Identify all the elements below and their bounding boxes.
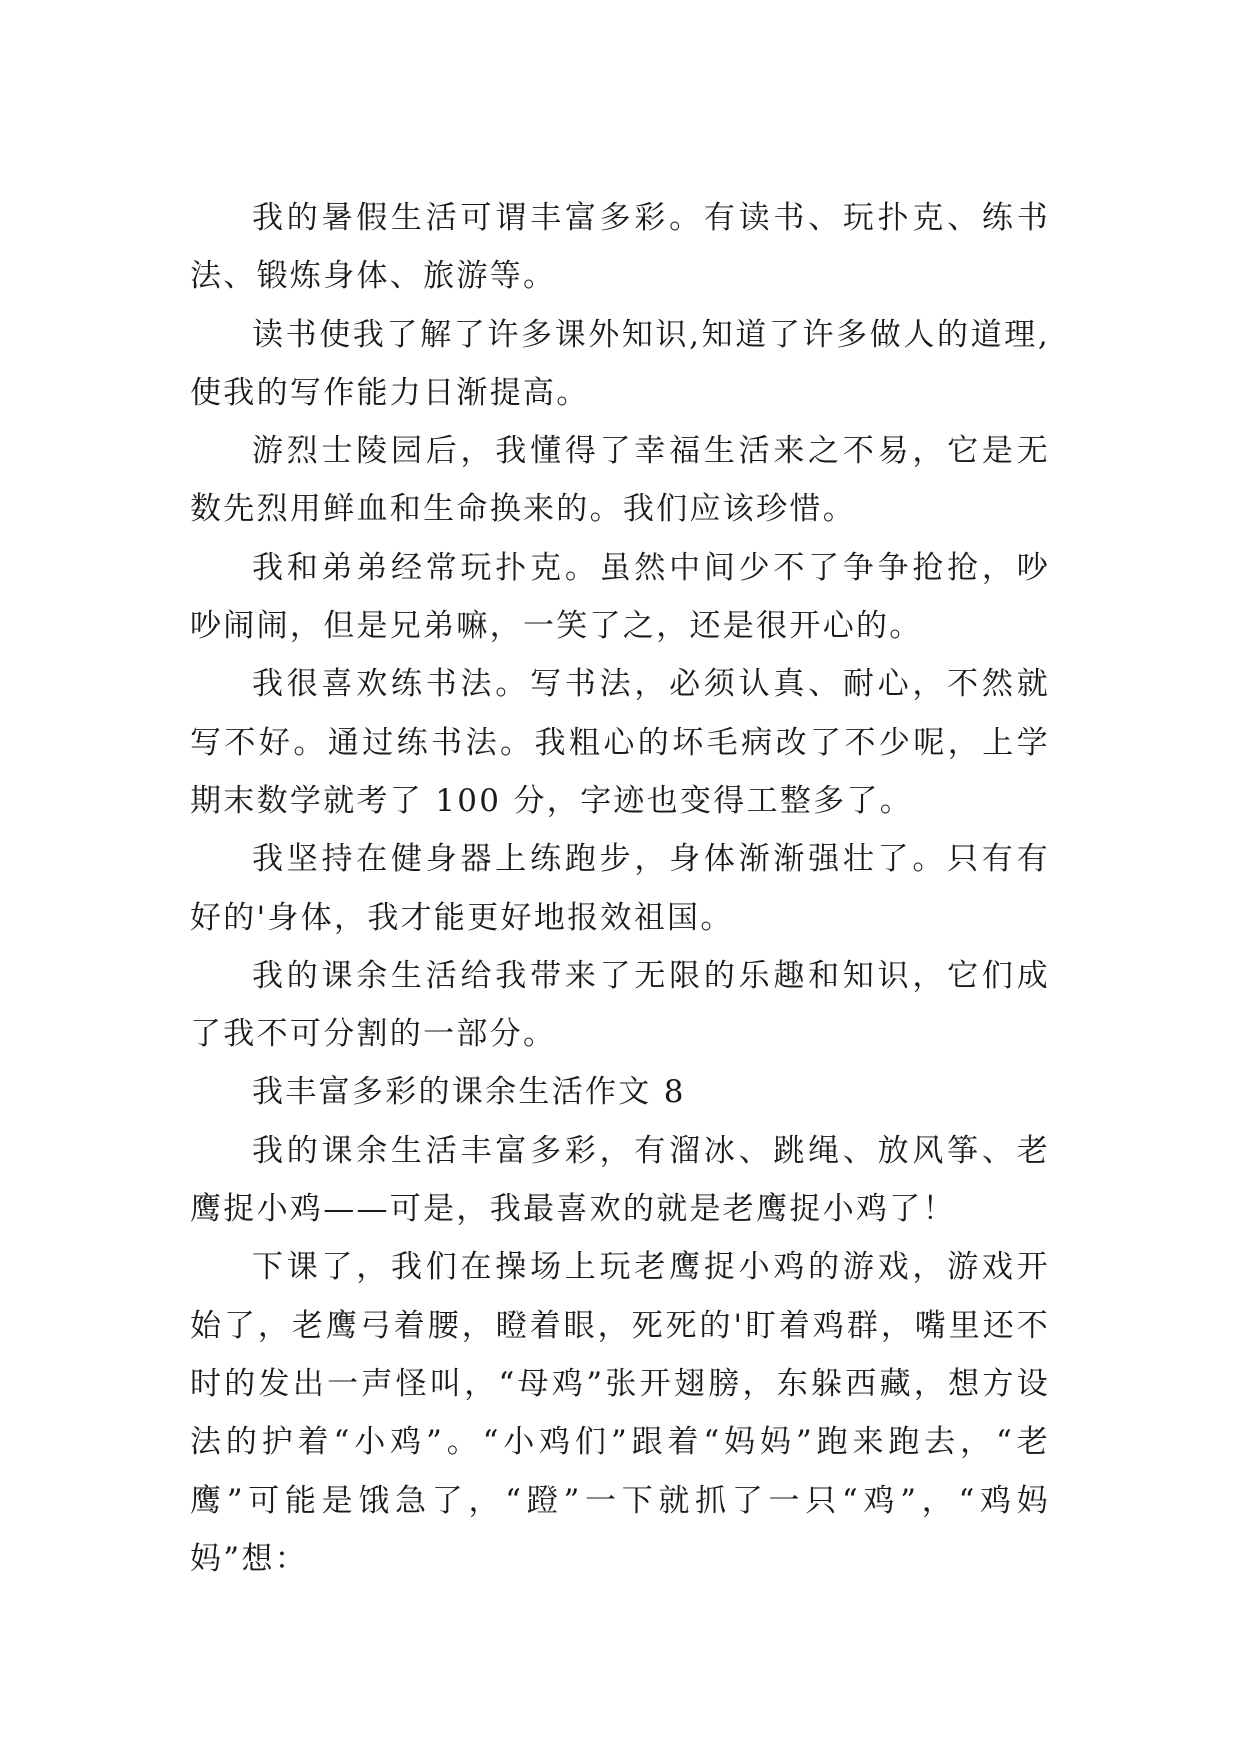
paragraph: 下课了，我们在操场上玩老鹰捉小鸡的游戏，游戏开始了，老鹰弓着腰，瞪着眼，死死的'盯着鸡群，嘴里还不时的发出一声怪叫，“母鸡”张开翅膀，东躲西藏，想方设法的护着“小鸡”。“小鸡们”跟着“妈妈”跑来跑去，“老鹰”可能是饿急了，“蹬”一下就抓了一只“鸡”，“鸡妈妈”想： bbox=[190, 1249, 1050, 1577]
paragraph: 我的课余生活给我带来了无限的乐趣和知识，它们成了我不可分割的一部分。 bbox=[190, 957, 1050, 1053]
paragraph: 我的暑假生活可谓丰富多彩。有读书、玩扑克、练书法、锻炼身体、旅游等。 bbox=[190, 200, 1050, 295]
paragraph: 我很喜欢练书法。写书法，必须认真、耐心，不然就写不好。通过练书法。我粗心的坏毛病改了不少呢，上学期末数学就考了 100 分，字迹也变得工整多了。 bbox=[190, 666, 1050, 819]
paragraph: 我坚持在健身器上练跑步，身体渐渐强壮了。只有有好的'身体，我才能更好地报效祖国。 bbox=[190, 841, 1050, 936]
essay-heading: 我丰富多彩的课余生活作文 8 bbox=[252, 1074, 686, 1111]
paragraph: 游烈士陵园后，我懂得了幸福生活来之不易，它是无数先烈用鲜血和生命换来的。我们应该珍惜。 bbox=[190, 433, 1050, 528]
paragraph: 读书使我了解了许多课外知识,知道了许多做人的道理,使我的写作能力日渐提高。 bbox=[190, 316, 1050, 411]
paragraph: 我的课余生活丰富多彩，有溜冰、跳绳、放风筝、老鹰捉小鸡——可是，我最喜欢的就是老鹰捉小鸡了！ bbox=[190, 1132, 1050, 1228]
document-page bbox=[190, 189, 1050, 1588]
paragraph: 我和弟弟经常玩扑克。虽然中间少不了争争抢抢，吵吵闹闹，但是兄弟嘛，一笑了之，还是很开心的。 bbox=[190, 549, 1050, 645]
